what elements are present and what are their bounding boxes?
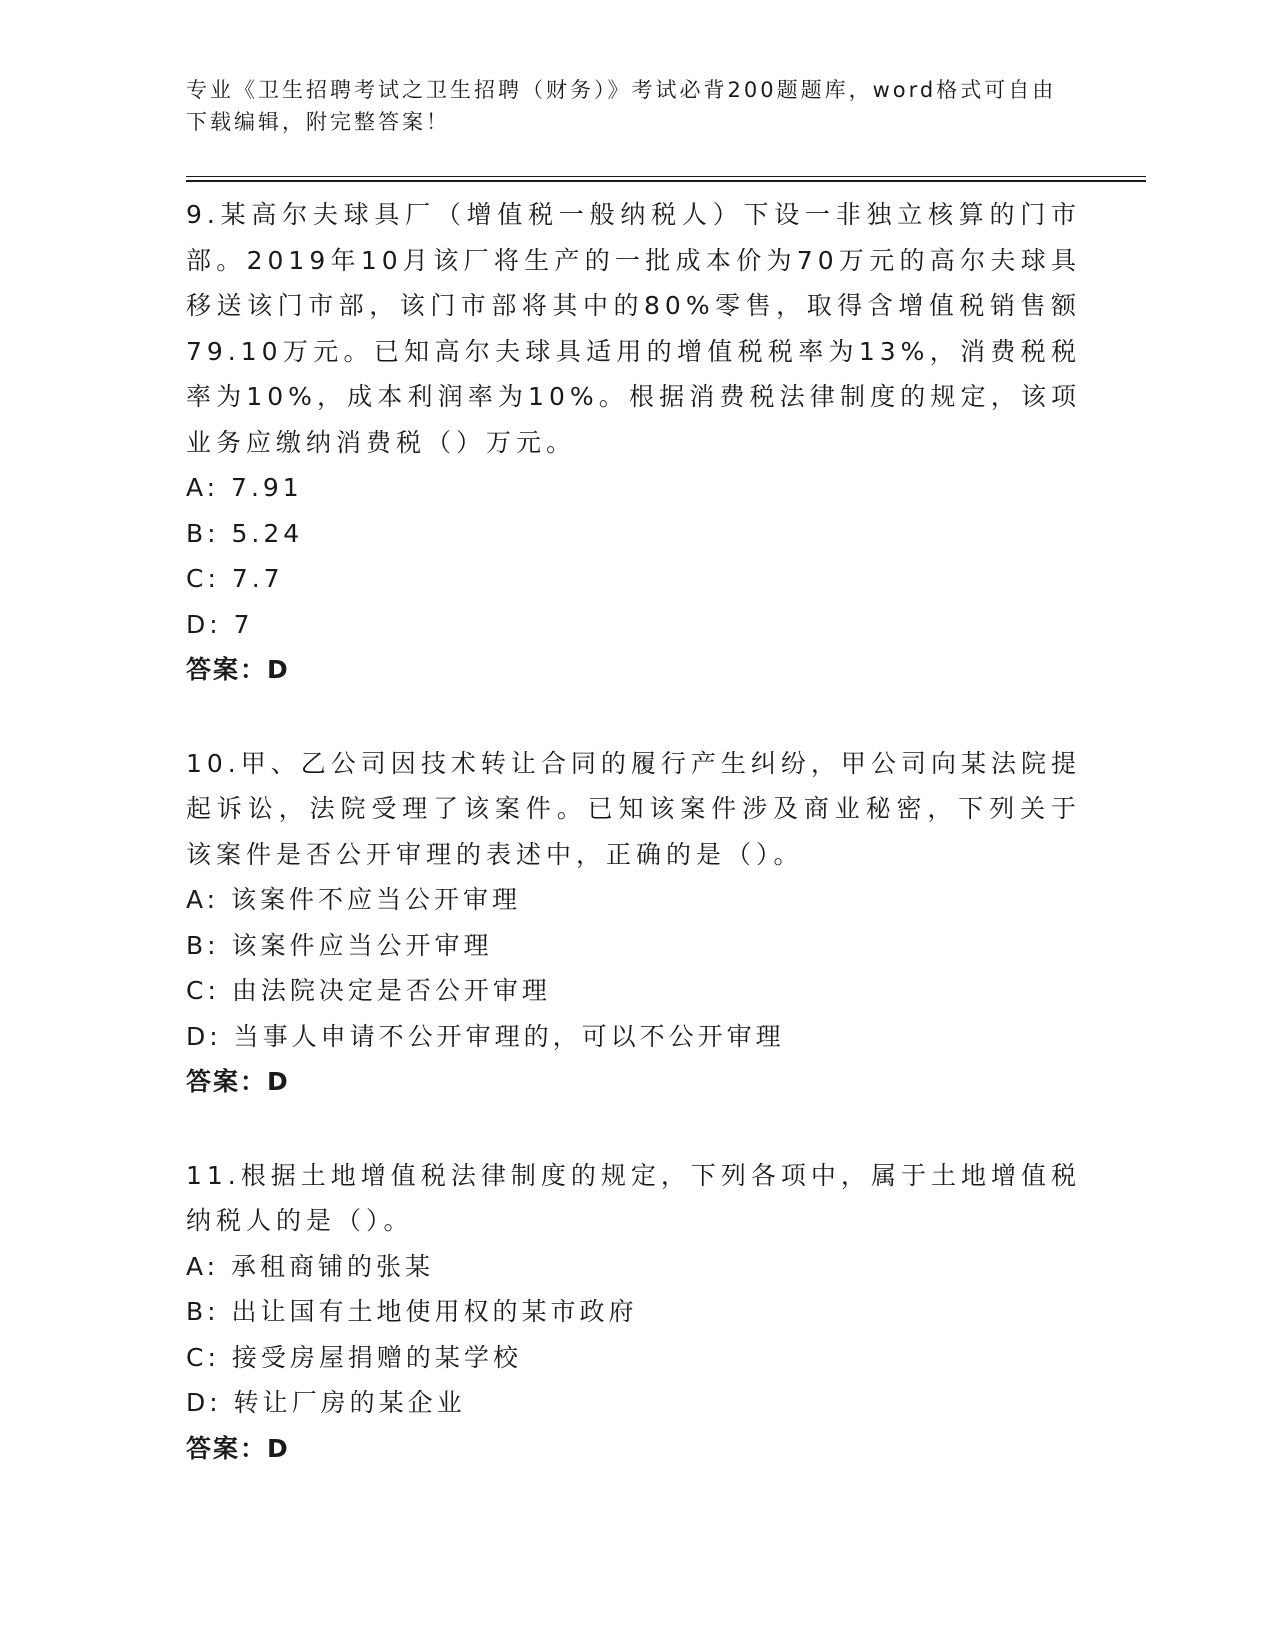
option-d: D: 转让厂房的某企业 [186, 1388, 466, 1417]
divider-thick-line [186, 180, 1146, 182]
option-c: C: 接受房屋捐赠的某学校 [186, 1342, 522, 1372]
option-c: C: 7.7 [186, 564, 284, 593]
answer-label: 答案：D [186, 655, 290, 684]
question-text: 9.某高尔夫球具厂（增值税一般纳税人）下设一非独立核算的门市部。2019年10月该厂将生产的一批成本价为70万元的高尔夫球具移送该门市部，该门市部将其中的80%零售，取得含增值税销售额79.10万元。已知高尔夫球具适用的增值税税率为13%，消费税税率为10%，成本利润率为10%。根据消费税法律制度的规定，该项业务应缴纳消费税（）万元。 [186, 200, 1081, 457]
divider-thin-line [186, 176, 1146, 177]
document-header: 专业《卫生招聘考试之卫生招聘（财务）》考试必背200题题库，word格式可自由下载编辑，附完整答案！ [186, 78, 1057, 134]
option-d: D: 当事人申请不公开审理的，可以不公开审理 [186, 1021, 785, 1051]
option-a: A: 该案件不应当公开审理 [186, 885, 522, 914]
question-text: 11.根据土地增值税法律制度的规定，下列各项中，属于土地增值税纳税人的是（）。 [186, 1160, 1081, 1235]
question-9 [186, 192, 1146, 693]
question-10 [186, 741, 1146, 1105]
option-a: A: 承租商铺的张某 [186, 1251, 435, 1281]
option-a: A: 7.91 [186, 473, 303, 502]
header-divider [186, 176, 1146, 184]
question-11 [186, 1153, 1146, 1472]
document-page [186, 74, 1146, 1519]
option-c: C: 由法院决定是否公开审理 [186, 976, 551, 1005]
option-b: B: 该案件应当公开审理 [186, 930, 493, 960]
answer-label: 答案：D [186, 1067, 290, 1096]
answer-label: 答案：D [186, 1433, 290, 1463]
question-text: 10.甲、乙公司因技术转让合同的履行产生纠纷，甲公司向某法院提起诉讼，法院受理了该案件。已知该案件涉及商业秘密，下列关于该案件是否公开审理的表述中，正确的是（）。 [186, 748, 1081, 869]
option-b: B: 5.24 [186, 518, 304, 548]
option-b: B: 出让国有土地使用权的某市政府 [186, 1297, 638, 1326]
option-d: D: 7 [186, 609, 254, 639]
